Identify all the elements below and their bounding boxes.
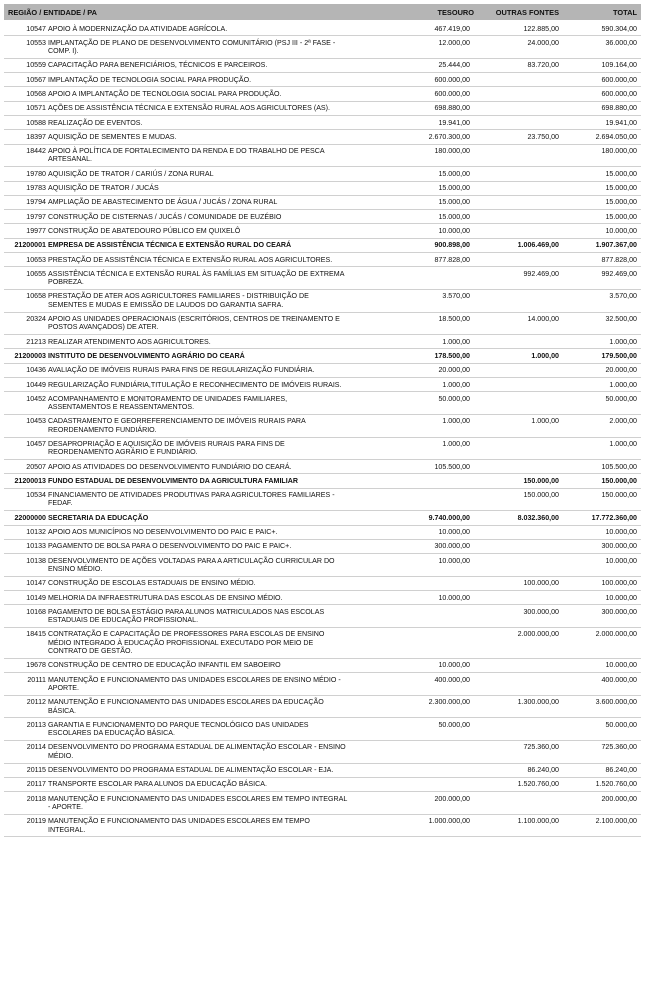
- row-total: 600.000,00: [601, 89, 637, 98]
- row-total: 150.000,00: [601, 476, 637, 485]
- row-tesouro: 178.500,00: [434, 351, 470, 360]
- row-code: 10588: [26, 118, 46, 127]
- row-total: 36.000,00: [605, 38, 637, 47]
- row-code: 20119: [26, 817, 46, 826]
- row-outras-fontes: 1.520.760,00: [517, 780, 559, 789]
- row-description: ACOMPANHAMENTO E MONITORAMENTO DE UNIDADES FAMILIARES, ASSENTAMENTOS E REASSENTAMENTOS.: [48, 394, 288, 412]
- row-tesouro: 10.000,00: [438, 661, 470, 670]
- row-code: 10534: [26, 491, 46, 500]
- row-code: 10568: [26, 89, 46, 98]
- row-outras-fontes: 725.360,00: [523, 743, 559, 752]
- row-tesouro: 15.000,00: [438, 169, 470, 178]
- row-tesouro: 15.000,00: [438, 198, 470, 207]
- row-total: 400.000,00: [601, 675, 637, 684]
- table-row: [4, 489, 641, 512]
- row-tesouro: 15.000,00: [438, 184, 470, 193]
- row-description: AMPLIAÇÃO DE ABASTECIMENTO DE ÁGUA / JUCÁS / ZONA RURAL: [48, 198, 278, 207]
- row-tesouro: 3.570,00: [442, 292, 470, 301]
- row-outras-fontes: 1.300.000,00: [517, 698, 559, 707]
- row-tesouro: 1.000.000,00: [428, 817, 470, 826]
- row-code: 19794: [26, 198, 46, 207]
- row-description: MANUTENÇÃO E FUNCIONAMENTO DAS UNIDADES ESCOLARES EM TEMPO INTEGRAL.: [48, 817, 310, 834]
- table-row: [4, 210, 641, 224]
- row-total: 15.000,00: [605, 184, 637, 193]
- table-row: [4, 22, 641, 36]
- row-total: 15.000,00: [605, 212, 637, 221]
- row-total: 20.000,00: [605, 366, 637, 375]
- row-tesouro: 1.000,00: [442, 380, 470, 389]
- row-outras-fontes: 300.000,00: [523, 607, 559, 616]
- row-description: CONSTRUÇÃO DE CISTERNAS / JUCÁS / COMUNIDADE DE EUZÉBIO: [48, 212, 282, 221]
- row-outras-fontes: 150.000,00: [523, 491, 559, 500]
- row-total: 1.907.367,00: [595, 241, 637, 250]
- table-row: [4, 378, 641, 392]
- row-outras-fontes: 122.885,00: [523, 24, 559, 33]
- row-description: REGULARIZAÇÃO FUNDIÁRIA,TITULAÇÃO E RECONHECIMENTO DE IMÓVEIS RURAIS.: [48, 380, 342, 389]
- row-tesouro: 2.300.000,00: [428, 698, 470, 707]
- row-outras-fontes: 86.240,00: [527, 766, 559, 775]
- row-code: 19678: [26, 661, 46, 670]
- row-tesouro: 467.419,00: [434, 24, 470, 33]
- row-code: 10655: [26, 269, 46, 278]
- row-tesouro: 15.000,00: [438, 212, 470, 221]
- row-description: APOIO AS ATIVIDADES DO DESENVOLVIMENTO FUNDIÁRIO DO CEARÁ.: [48, 462, 292, 471]
- row-description: CONSTRUÇÃO DE ESCOLAS ESTADUAIS DE ENSINO MÉDIO.: [48, 579, 256, 588]
- row-description: DESENVOLVIMENTO DO PROGRAMA ESTADUAL DE ALIMENTAÇÃO ESCOLAR - EJA.: [48, 766, 334, 775]
- table-row: [4, 540, 641, 554]
- row-tesouro: 19.941,00: [438, 118, 470, 127]
- row-total: 725.360,00: [601, 743, 637, 752]
- table-row: [4, 718, 641, 741]
- row-code: 21200013: [14, 476, 46, 485]
- table-row: [4, 253, 641, 267]
- row-description: PAGAMENTO DE BOLSA PARA O DESENVOLVIMENTO DO PAIC E PAIC+.: [48, 542, 292, 551]
- row-code: 10436: [26, 366, 46, 375]
- table-row: [4, 628, 641, 659]
- row-tesouro: 10.000,00: [438, 528, 470, 537]
- row-total: 2.000,00: [609, 417, 637, 426]
- row-total: 2.694.050,00: [595, 132, 637, 141]
- row-total: 590.304,00: [601, 24, 637, 33]
- row-total: 50.000,00: [605, 720, 637, 729]
- table-row: [4, 792, 641, 815]
- row-total: 150.000,00: [601, 491, 637, 500]
- table-row: [4, 36, 641, 59]
- row-tesouro: 400.000,00: [434, 675, 470, 684]
- table-row: [4, 196, 641, 210]
- row-total: 698.880,00: [601, 104, 637, 113]
- row-outras-fontes: 1.100.000,00: [517, 817, 559, 826]
- header-tesouro: TESOURO: [437, 8, 474, 17]
- row-tesouro: 50.000,00: [438, 720, 470, 729]
- row-code: 22000000: [14, 513, 46, 522]
- row-code: 18415: [26, 630, 46, 639]
- row-description: INSTITUTO DE DESENVOLVIMENTO AGRÁRIO DO CEARÁ: [48, 351, 245, 360]
- row-tesouro: 600.000,00: [434, 89, 470, 98]
- row-description: FUNDO ESTADUAL DE DESENVOLVIMENTO DA AGRICULTURA FAMILIAR: [48, 476, 298, 485]
- table-row: [4, 73, 641, 87]
- row-code: 10567: [26, 75, 46, 84]
- row-tesouro: 12.000,00: [438, 38, 470, 47]
- row-outras-fontes: 100.000,00: [523, 579, 559, 588]
- row-total: 2.000.000,00: [595, 630, 637, 639]
- row-outras-fontes: 8.032.360,00: [517, 513, 559, 522]
- row-total: 100.000,00: [601, 579, 637, 588]
- row-description: TRANSPORTE ESCOLAR PARA ALUNOS DA EDUCAÇÃO BÁSICA.: [48, 780, 267, 789]
- row-outras-fontes: 83.720,00: [527, 61, 559, 70]
- row-description: MANUTENÇÃO E FUNCIONAMENTO DAS UNIDADES ESCOLARES DA EDUCAÇÃO BÁSICA.: [48, 698, 324, 715]
- row-code: 10547: [26, 24, 46, 33]
- row-description: EMPRESA DE ASSISTÊNCIA TÉCNICA E EXTENSÃO RURAL DO CEARÁ: [48, 241, 292, 250]
- row-total: 1.520.760,00: [595, 780, 637, 789]
- table-row: [4, 696, 641, 719]
- row-outras-fontes: 1.000,00: [531, 417, 559, 426]
- row-total: 179.500,00: [601, 351, 637, 360]
- entity-row: [4, 511, 641, 525]
- row-description: APOIO À MODERNIZAÇÃO DA ATIVIDADE AGRÍCOLA.: [48, 24, 228, 33]
- row-description: CAPACITAÇÃO PARA BENEFICIÁRIOS, TÉCNICOS E PARCEIROS.: [48, 61, 268, 70]
- row-total: 109.164,00: [601, 61, 637, 70]
- row-total: 10.000,00: [605, 528, 637, 537]
- row-total: 15.000,00: [605, 198, 637, 207]
- table-row: [4, 815, 641, 838]
- row-total: 200.000,00: [601, 794, 637, 803]
- row-description: CONSTRUÇÃO DE CENTRO DE EDUCAÇÃO INFANTIL EM SABOEIRO: [48, 661, 281, 670]
- table-row: [4, 335, 641, 349]
- table-row: [4, 659, 641, 673]
- table-row: [4, 778, 641, 792]
- row-total: 3.600.000,00: [595, 698, 637, 707]
- row-tesouro: 50.000,00: [438, 394, 470, 403]
- row-total: 1.000,00: [609, 440, 637, 448]
- row-code: 20118: [26, 794, 46, 803]
- row-code: 10457: [26, 440, 46, 448]
- row-code: 10449: [26, 380, 46, 389]
- row-outras-fontes: 23.750,00: [527, 132, 559, 141]
- row-total: 3.570,00: [609, 292, 637, 301]
- row-description: FINANCIAMENTO DE ATIVIDADES PRODUTIVAS PARA AGRICULTORES FAMILIARES - FEDAF.: [48, 491, 335, 508]
- row-total: 992.469,00: [601, 269, 637, 278]
- row-code: 18442: [26, 147, 46, 156]
- table-row: [4, 102, 641, 116]
- row-description: APOIO À POLÍTICA DE FORTALECIMENTO DA RENDA E DO TRABALHO DE PESCA ARTESANAL.: [48, 147, 325, 164]
- row-description: MANUTENÇÃO E FUNCIONAMENTO DAS UNIDADES ESCOLARES EM TEMPO INTEGRAL - APORTE.: [48, 794, 348, 811]
- row-tesouro: 18.500,00: [438, 315, 470, 324]
- table-row: [4, 87, 641, 101]
- table-row: [4, 764, 641, 778]
- row-code: 21200001: [14, 241, 46, 250]
- row-outras-fontes: 1.000,00: [531, 351, 559, 360]
- row-outras-fontes: 992.469,00: [523, 269, 559, 278]
- row-description: REALIZAÇÃO DE EVENTOS.: [48, 118, 143, 127]
- row-total: 300.000,00: [601, 542, 637, 551]
- row-tesouro: 600.000,00: [434, 75, 470, 84]
- row-description: APOIO AS UNIDADES OPERACIONAIS (ESCRITÓRIOS, CENTROS DE TREINAMENTO E POSTOS AVANÇADOS) DE ATER.: [48, 315, 340, 332]
- row-description: ASSISTÊNCIA TÉCNICA E EXTENSÃO RURAL ÀS FAMÍLIAS EM SITUAÇÃO DE EXTREMA POBREZA.: [48, 269, 345, 287]
- row-code: 20114: [26, 743, 46, 752]
- row-description: REALIZAR ATENDIMENTO AOS AGRICULTORES.: [48, 337, 211, 346]
- table-row: [4, 526, 641, 540]
- row-tesouro: 200.000,00: [434, 794, 470, 803]
- row-total: 17.772.360,00: [591, 513, 637, 522]
- row-description: IMPLANTAÇÃO DE TECNOLOGIA SOCIAL PARA PRODUÇÃO.: [48, 75, 252, 84]
- table-row: [4, 577, 641, 591]
- row-total: 10.000,00: [605, 661, 637, 670]
- row-code: 10653: [26, 255, 46, 264]
- table-row: [4, 460, 641, 474]
- row-total: 86.240,00: [605, 766, 637, 775]
- table-row: [4, 290, 641, 313]
- row-outras-fontes: 1.006.469,00: [517, 241, 559, 250]
- table-header: [4, 4, 641, 20]
- row-code: 20111: [27, 675, 46, 684]
- row-code: 10553: [26, 38, 46, 47]
- row-code: 10571: [26, 104, 46, 113]
- row-code: 10452: [26, 394, 46, 403]
- row-tesouro: 10.000,00: [438, 593, 470, 602]
- row-code: 10658: [26, 292, 46, 301]
- row-code: 10149: [26, 593, 46, 602]
- row-description: MANUTENÇÃO E FUNCIONAMENTO DAS UNIDADES ESCOLARES DE ENSINO MÉDIO - APORTE.: [48, 675, 341, 692]
- row-total: 877.828,00: [601, 255, 637, 264]
- row-description: SECRETARIA DA EDUCAÇÃO: [48, 513, 149, 522]
- row-code: 20112: [26, 698, 46, 707]
- row-description: AQUISIÇÃO DE TRATOR / JUCÁS: [48, 184, 159, 193]
- row-code: 10133: [26, 542, 46, 551]
- row-total: 15.000,00: [605, 169, 637, 178]
- table-row: [4, 392, 641, 415]
- row-total: 32.500,00: [605, 315, 637, 324]
- row-description: PRESTAÇÃO DE ASSISTÊNCIA TÉCNICA E EXTENSÃO RURAL AOS AGRICULTORES.: [48, 255, 333, 264]
- table-row: [4, 673, 641, 696]
- table-row: [4, 591, 641, 605]
- table-row: [4, 313, 641, 336]
- row-code: 10453: [26, 417, 46, 426]
- row-description: AQUISIÇÃO DE TRATOR / CARIÚS / ZONA RURAL: [48, 169, 214, 178]
- row-outras-fontes: 14.000,00: [527, 315, 559, 324]
- row-code: 10147: [26, 579, 46, 588]
- entity-row: [4, 239, 641, 253]
- header-total: TOTAL: [613, 8, 637, 17]
- row-description: CADASTRAMENTO E GEORREFERENCIAMENTO DE IMÓVEIS RURAIS PARA REORDENAMENTO FUNDIÁRIO.: [48, 417, 306, 434]
- row-code: 19977: [26, 226, 46, 235]
- row-description: MELHORIA DA INFRAESTRUTURA DAS ESCOLAS DE ENSINO MÉDIO.: [48, 593, 283, 602]
- table-row: [4, 130, 641, 144]
- row-code: 10138: [26, 556, 46, 565]
- header-region: REGIÃO / ENTIDADE / PA: [8, 8, 97, 17]
- row-total: 19.941,00: [605, 118, 637, 127]
- table-row: [4, 741, 641, 764]
- row-tesouro: 900.898,00: [434, 241, 470, 250]
- row-total: 180.000,00: [601, 147, 637, 156]
- row-description: PRESTAÇÃO DE ATER AOS AGRICULTORES FAMILIARES - DISTRIBUIÇÃO DE SEMENTES E MUDAS E EMISSÃO DE LAUDOS DO GARANTIA SAFRA.: [48, 292, 309, 309]
- table-row: [4, 267, 641, 290]
- row-tesouro: 180.000,00: [434, 147, 470, 156]
- row-outras-fontes: 24.000,00: [527, 38, 559, 47]
- row-description: DESENVOLVIMENTO DE AÇÕES VOLTADAS PARA A ARTICULAÇÃO CURRICULAR DO ENSINO MÉDIO.: [48, 556, 335, 573]
- row-tesouro: 1.000,00: [442, 337, 470, 346]
- row-code: 10132: [26, 528, 46, 537]
- table-row: [4, 167, 641, 181]
- entity-row: [4, 474, 641, 488]
- row-code: 10559: [26, 61, 46, 70]
- row-description: GARANTIA E FUNCIONAMENTO DO PARQUE TECNOLÓGICO DAS UNIDADES ESCOLARES DA EDUCAÇÃO BÁSICA.: [48, 720, 309, 738]
- row-tesouro: 1.000,00: [442, 440, 470, 448]
- row-code: 19783: [26, 184, 46, 193]
- row-code: 19780: [26, 169, 46, 178]
- row-description: DESAPROPRIAÇÃO E AQUISIÇÃO DE IMÓVEIS RURAIS PARA FINS DE REORDENAMENTO AGRÁRIO E FUNDIÁRIO.: [48, 440, 285, 457]
- row-total: 50.000,00: [605, 394, 637, 403]
- row-total: 300.000,00: [601, 607, 637, 616]
- table-row: [4, 116, 641, 130]
- row-total: 1.000,00: [609, 337, 637, 346]
- table-row: [4, 554, 641, 577]
- row-total: 10.000,00: [605, 226, 637, 235]
- table-row: [4, 605, 641, 628]
- row-code: 21213: [26, 337, 46, 346]
- row-tesouro: 9.740.000,00: [428, 513, 470, 522]
- row-code: 20324: [26, 315, 46, 324]
- row-code: 18397: [26, 132, 46, 141]
- row-description: IMPLANTAÇÃO DE PLANO DE DESENVOLVIMENTO COMUNITÁRIO (PSJ III - 2ª FASE - COMP. I).: [48, 38, 336, 56]
- row-total: 10.000,00: [605, 593, 637, 602]
- row-code: 20115: [26, 766, 46, 775]
- row-total: 600.000,00: [601, 75, 637, 84]
- row-tesouro: 10.000,00: [438, 226, 470, 235]
- table-body: [4, 22, 641, 837]
- table-row: [4, 59, 641, 73]
- row-description: APOIO A IMPLANTAÇÃO DE TECNOLOGIA SOCIAL PARA PRODUÇÃO.: [48, 89, 282, 98]
- row-tesouro: 20.000,00: [438, 366, 470, 375]
- row-tesouro: 1.000,00: [442, 417, 470, 426]
- row-tesouro: 877.828,00: [434, 255, 470, 264]
- table-row: [4, 182, 641, 196]
- row-description: DESENVOLVIMENTO DO PROGRAMA ESTADUAL DE ALIMENTAÇÃO ESCOLAR - ENSINO MÉDIO.: [48, 743, 346, 760]
- row-description: AVALIAÇÃO DE IMÓVEIS RURAIS PARA FINS DE REGULARIZAÇÃO FUNDIÁRIA.: [48, 366, 315, 375]
- row-description: APOIO AOS MUNICÍPIOS NO DESENVOLVIMENTO DO PAIC E PAIC+.: [48, 528, 278, 537]
- row-tesouro: 25.444,00: [438, 61, 470, 70]
- row-code: 20507: [26, 462, 46, 471]
- table-row: [4, 364, 641, 378]
- header-outras-fontes: OUTRAS FONTES: [495, 8, 559, 17]
- row-description: PAGAMENTO DE BOLSA ESTÁGIO PARA ALUNOS MATRICULADOS NAS ESCOLAS ESTADUAIS DE EDUCAÇÃO PROFISSIONAL.: [48, 607, 325, 625]
- row-tesouro: 105.500,00: [434, 462, 470, 471]
- row-code: 20117: [26, 780, 46, 789]
- row-total: 1.000,00: [609, 380, 637, 389]
- row-outras-fontes: 2.000.000,00: [517, 630, 559, 639]
- row-tesouro: 698.880,00: [434, 104, 470, 113]
- table-row: [4, 224, 641, 238]
- table-row: [4, 438, 641, 461]
- row-tesouro: 300.000,00: [434, 542, 470, 551]
- row-code: 21200003: [14, 351, 46, 360]
- row-total: 2.100.000,00: [595, 817, 637, 826]
- row-description: AQUISIÇÃO DE SEMENTES E MUDAS.: [48, 132, 177, 141]
- row-tesouro: 10.000,00: [438, 556, 470, 565]
- row-total: 10.000,00: [605, 556, 637, 565]
- row-outras-fontes: 150.000,00: [523, 476, 559, 485]
- entity-row: [4, 349, 641, 363]
- table-row: [4, 415, 641, 438]
- row-tesouro: 2.670.300,00: [428, 132, 470, 141]
- row-code: 19797: [26, 212, 46, 221]
- row-code: 20113: [26, 720, 46, 729]
- row-total: 105.500,00: [601, 462, 637, 471]
- row-description: CONTRATAÇÃO E CAPACITAÇÃO DE PROFESSORES PARA ESCOLAS DE ENSINO MÉDIO INTEGRADO À EDUCAÇÃO PROFISSIONAL EXECUTADO POR MEIO DE CONTRATO DE GESTÃO.: [48, 630, 325, 656]
- row-description: CONSTRUÇÃO DE ABATEDOURO PÚBLICO EM QUIXELÔ: [48, 226, 241, 235]
- table-row: [4, 145, 641, 168]
- row-description: AÇÕES DE ASSISTÊNCIA TÉCNICA E EXTENSÃO RURAL AOS AGRICULTORES (AS).: [48, 104, 330, 113]
- row-code: 10168: [26, 607, 46, 616]
